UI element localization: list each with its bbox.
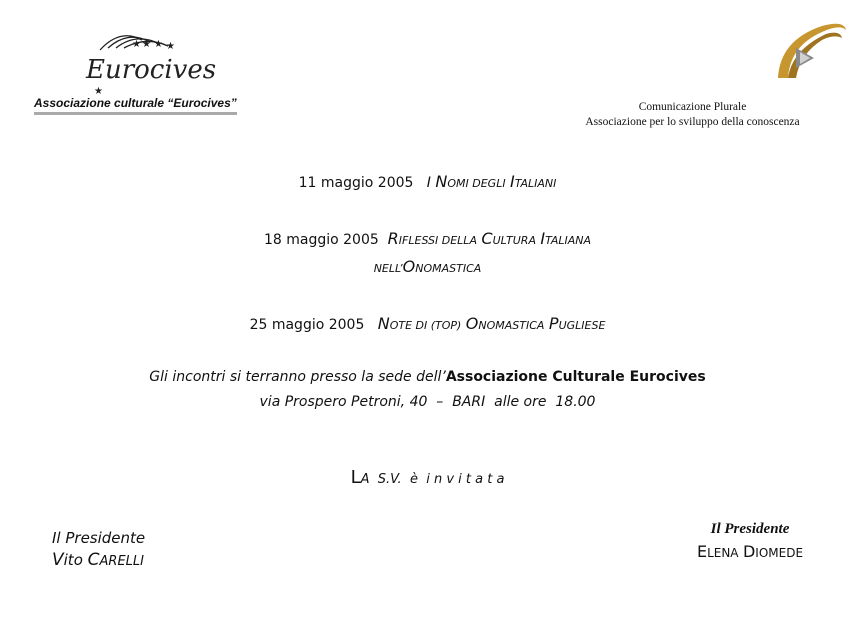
left-signature-title: Il Presidente — [52, 529, 146, 547]
eurocives-logo-text: Eurocives — [86, 55, 217, 85]
left-signature — [52, 527, 145, 573]
event-title: RIFLESSI DELLA CULTURA ITALIANA — [387, 229, 592, 248]
event-date: 25 maggio 2005 — [249, 317, 365, 333]
venue-line-1: Gli incontri si terranno presso la sede dell’Associazione Culturale Eurocives — [149, 369, 706, 385]
event-title: NOTE DI (TOP) ONOMASTICA PUGLIESE — [377, 314, 606, 333]
svg-text:★: ★ — [94, 86, 103, 97]
svg-text:★: ★ — [166, 41, 175, 52]
svg-text:★: ★ — [142, 39, 151, 50]
right-signature-title: Il Presidente — [710, 521, 790, 537]
right-association — [560, 100, 825, 130]
right-org-name: Comunicazione Plurale — [638, 101, 747, 113]
event-title: I NOMI DEGLI ITALIANI — [426, 172, 557, 191]
event-2-title-cont: NELL’ONOMASTICA — [373, 257, 482, 276]
event-3 — [0, 314, 855, 333]
event-date: 11 maggio 2005 — [298, 175, 414, 191]
event-date: 18 maggio 2005 — [263, 232, 379, 248]
event-2 — [0, 229, 855, 248]
svg-text:★: ★ — [132, 39, 141, 50]
right-signature — [675, 521, 825, 561]
invite-line: LA S.V. è i n v i t a t a — [350, 467, 505, 488]
svg-text:★: ★ — [154, 39, 163, 50]
eurocives-logo — [80, 28, 217, 98]
event-1 — [0, 172, 855, 191]
venue-line-2: via Prospero Petroni, 40 – BARI alle ore 18.00 — [259, 394, 596, 410]
right-org-tagline: Associazione per lo sviluppo della conoscenza — [585, 116, 800, 128]
left-signature-name: Vito CARELLI — [52, 550, 144, 570]
swirl-logo-icon — [770, 20, 850, 88]
right-signature-name: ELENA DIOMEDE — [696, 542, 804, 561]
venue-name: Associazione Culturale Eurocives — [445, 369, 706, 385]
eurocives-logo-icon — [80, 28, 217, 98]
comunicazione-plurale-logo — [770, 20, 850, 88]
left-association-name: Associazione culturale “Eurocives” — [34, 96, 237, 115]
